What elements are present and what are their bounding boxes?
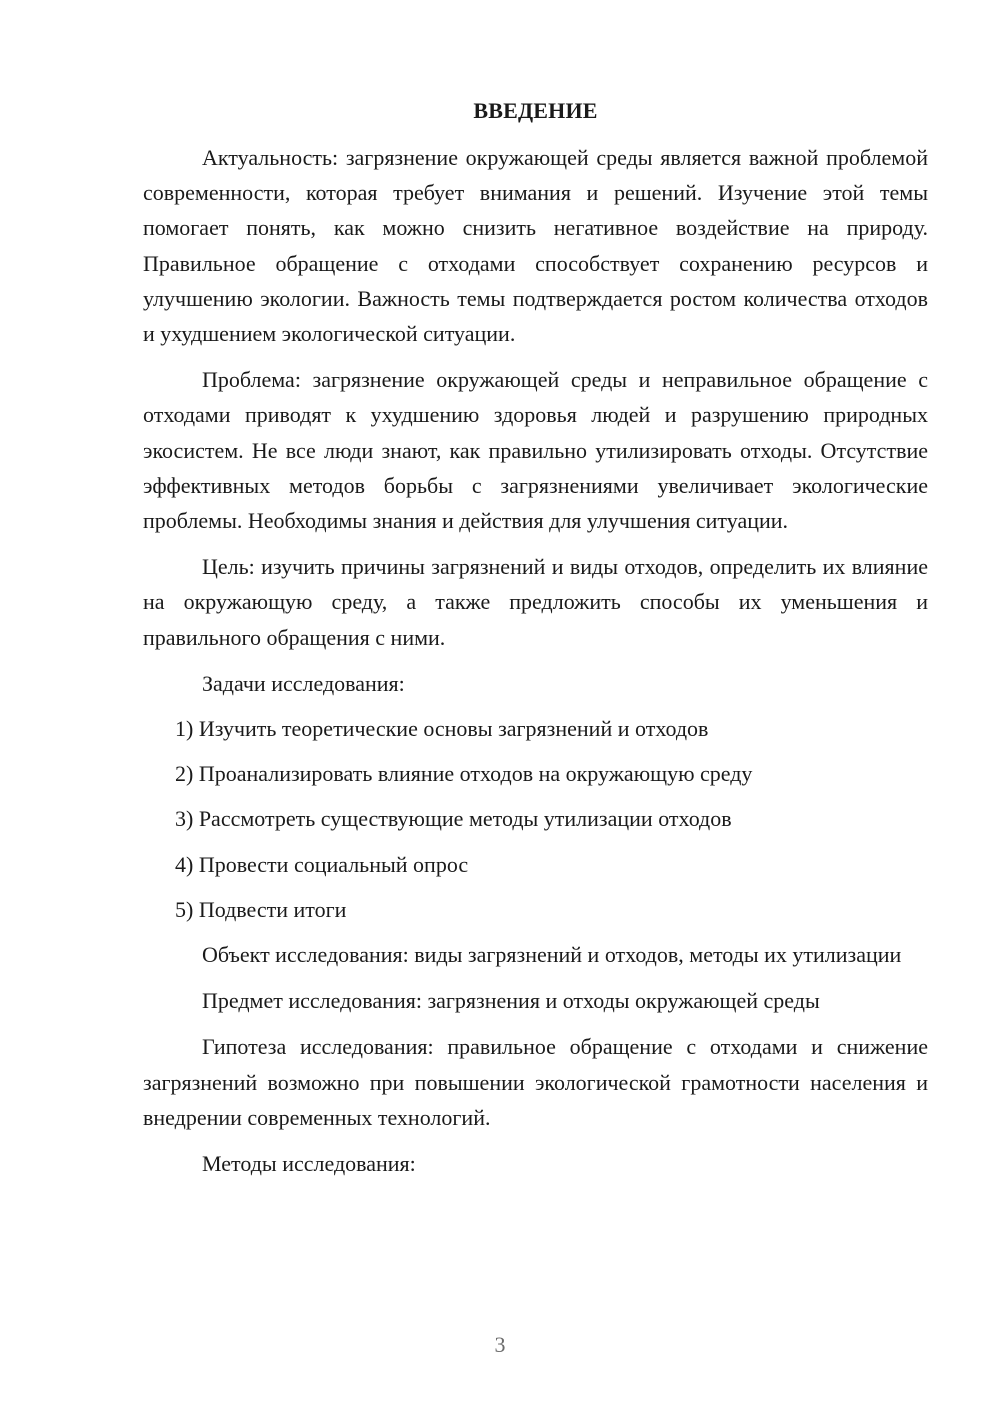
hypothesis-paragraph: Гипотеза исследования: правильное обращение с отходами и снижение загрязнений возможно при повышении экологической грамотности населения и внедрении современных технологий. — [143, 1034, 928, 1130]
section-title: ВВЕДЕНИЕ — [473, 98, 598, 123]
subject-paragraph: Предмет исследования: загрязнения и отходы окружающей среды — [202, 988, 820, 1014]
goal-paragraph: Цель: изучить причины загрязнений и виды отходов, определить их влияние на окружающую среду, а также предложить способы их уменьшения и правильного обращения с ними. — [143, 554, 928, 650]
document-page — [143, 96, 928, 1191]
methods-heading: Методы исследования: — [202, 1151, 416, 1177]
task-item: 2) Проанализировать влияние отходов на окружающую среду — [175, 761, 753, 787]
page-number: 3 — [494, 1332, 506, 1357]
task-item: 1) Изучить теоретические основы загрязнений и отходов — [175, 716, 709, 742]
task-item: 4) Провести социальный опрос — [175, 851, 469, 877]
tasks-heading: Задачи исследования: — [202, 670, 405, 696]
task-item: 3) Рассмотреть существующие методы утилизации отходов — [175, 806, 732, 832]
problem-paragraph: Проблема: загрязнение окружающей среды и неправильное обращение с отходами приводят к ухудшению здоровья людей и разрушению природных экосистем. Не все люди знают, как правильно утилизировать отходы. Отсутствие эффективных методов борьбы с загрязнениями увеличивает экологические проблемы. Необходимы знания и действия для улучшения ситуации. — [143, 367, 928, 534]
tasks-list — [143, 711, 928, 927]
task-item: 5) Подвести итоги — [175, 896, 347, 922]
object-paragraph: Объект исследования: виды загрязнений и отходов, методы их утилизации — [202, 942, 902, 968]
relevance-paragraph: Актуальность: загрязнение окружающей среды является важной проблемой современности, которая требует внимания и решений. Изучение этой темы помогает понять, как можно снизить негативное воздействие на природу. Правильное обращение с отходами способствует сохранению ресурсов и улучшению экологии. Важность темы подтверждается ростом количества отходов и ухудшением экологической ситуации. — [143, 145, 928, 347]
